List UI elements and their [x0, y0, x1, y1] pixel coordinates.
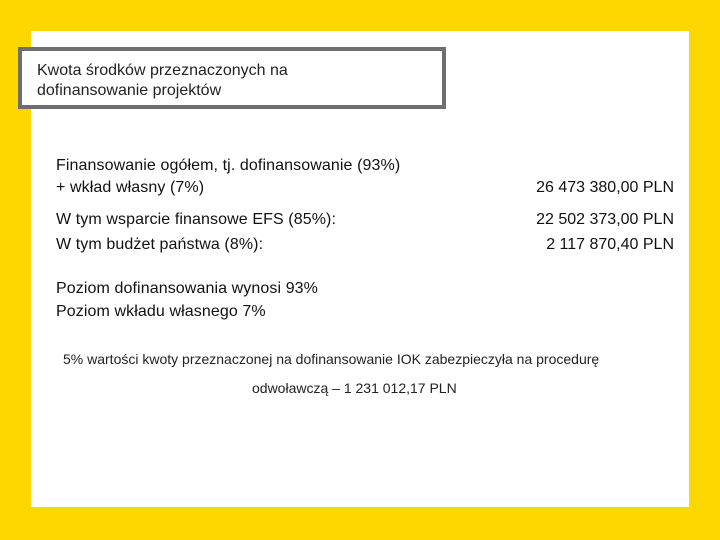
efs-value: 22 502 373,00 PLN	[536, 211, 674, 228]
efs-label: W tym wsparcie finansowe EFS (85%):	[56, 211, 337, 228]
reserve-note-line-1: 5% wartości kwoty przeznaczonej na dofinansowanie IOK zabezpieczyła na procedurę	[63, 351, 600, 367]
budget-value: 2 117 870,40 PLN	[546, 236, 674, 253]
total-value: 26 473 380,00 PLN	[536, 179, 674, 196]
cofinancing-level: Poziom dofinansowania wynosi 93%	[56, 280, 319, 297]
title-line-1: Kwota środków przeznaczonych na	[37, 62, 288, 79]
reserve-note-line-2: odwoławczą – 1 231 012,17 PLN	[252, 380, 457, 396]
budget-label: W tym budżet państwa (8%):	[56, 236, 264, 253]
total-label-line-2: + wkład własny (7%)	[56, 179, 205, 196]
page-title	[37, 61, 437, 101]
total-label-line-1: Finansowanie ogółem, tj. dofinansowanie (93%)	[56, 157, 401, 174]
title-box	[18, 47, 446, 109]
own-contribution-level: Poziom wkładu własnego 7%	[56, 303, 266, 320]
title-line-2: dofinansowanie projektów	[37, 82, 222, 99]
